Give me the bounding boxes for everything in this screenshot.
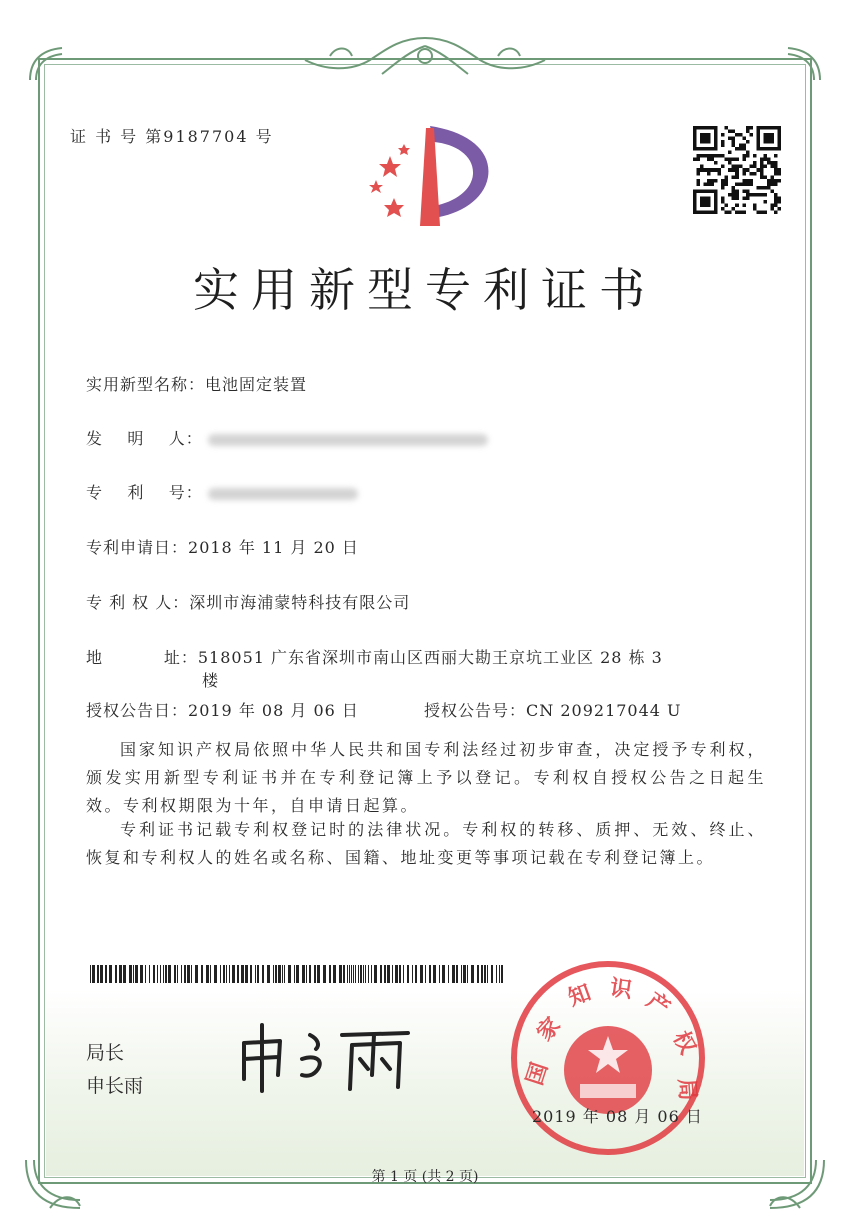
certificate-title: 实用新型专利证书 <box>193 263 657 317</box>
corner-ornament-top-left <box>26 44 66 84</box>
svg-text:权: 权 <box>667 1027 700 1059</box>
seal-date: 2019 年 08 月 06 日 <box>532 1107 703 1126</box>
paragraph-legal-status: 专利证书记载专利权登记时的法律状况。专利权的转移、质押、无效、终止、恢复和专利权人的姓名或名称、国籍、地址变更等事项记载在专利登记簿上。 <box>86 820 766 867</box>
signatory-title: 局长 <box>86 1042 125 1064</box>
svg-text:国: 国 <box>522 1059 554 1089</box>
svg-text:产: 产 <box>641 988 675 1022</box>
address-row <box>86 645 663 668</box>
grant-date-row <box>86 698 359 721</box>
signatory-name: 申长雨 <box>86 1075 144 1097</box>
patentee-value: 深圳市海浦蒙特科技有限公司 <box>189 593 411 612</box>
filing-date-value: 2018 年 11 月 20 日 <box>188 538 359 557</box>
barcode <box>90 965 505 983</box>
qr-code <box>693 126 781 214</box>
utility-model-name-value: 电池固定装置 <box>205 375 308 394</box>
inventor-row <box>86 426 488 449</box>
page-indicator: 第 1 页 (共 2 页) <box>371 1169 479 1185</box>
filing-date-row <box>86 535 359 558</box>
patent-number-value-redacted <box>208 488 358 500</box>
patentee-label: 专 利 权 人： <box>86 593 190 612</box>
svg-text:识: 识 <box>608 975 634 1004</box>
grant-date-value: 2019 年 08 月 06 日 <box>188 701 359 720</box>
patent-number-label: 专 利 号： <box>86 483 203 502</box>
address-label: 地 址： <box>86 648 198 667</box>
grant-date-label: 授权公告日： <box>86 701 189 720</box>
svg-text:家: 家 <box>532 1013 566 1047</box>
certificate-number: 证 书 号 第9187704 号 <box>70 127 274 146</box>
corner-ornament-top-right <box>784 44 824 84</box>
filing-date-label: 专利申请日： <box>86 538 189 557</box>
utility-model-name-label: 实用新型名称： <box>86 375 206 394</box>
inventor-value-redacted <box>208 434 488 446</box>
official-seal <box>508 958 708 1158</box>
address-value-line2: 楼 <box>202 671 219 690</box>
address-value-line1: 518051 广东省深圳市南山区西丽大勘王京坑工业区 28 栋 3 <box>197 648 663 667</box>
svg-text:局: 局 <box>673 1077 700 1102</box>
utility-model-name-row <box>86 372 307 395</box>
cnipa-logo-icon <box>360 122 500 232</box>
patent-number-row <box>86 480 358 503</box>
patentee-row <box>86 590 410 613</box>
grant-number-row <box>424 698 682 721</box>
top-ornament <box>290 30 560 86</box>
grant-number-label: 授权公告号： <box>424 701 527 720</box>
svg-text:知: 知 <box>565 980 595 1012</box>
grant-number-value: CN 209217044 U <box>526 701 682 720</box>
paragraph-grant-statement: 国家知识产权局依照中华人民共和国专利法经过初步审查，决定授予专利权，颁发实用新型专利证书并在专利登记簿上予以登记。专利权自授权公告之日起生效。专利权期限为十年，自申请日起算。 <box>86 740 766 815</box>
handwritten-signature <box>232 1015 422 1095</box>
inventor-label: 发 明 人： <box>86 429 203 448</box>
